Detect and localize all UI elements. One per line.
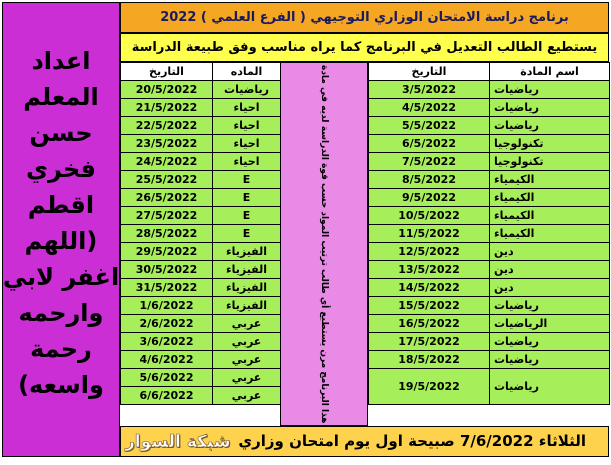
date-cell: 3/6/2022 [121, 333, 213, 351]
table-row [369, 261, 610, 279]
table-row [369, 315, 610, 333]
table-row [369, 99, 610, 117]
date-cell: 24/5/2022 [121, 153, 213, 171]
date-cell: 15/5/2022 [369, 297, 490, 315]
date-cell: 5/5/2022 [369, 117, 490, 135]
date-cell: 21/5/2022 [121, 99, 213, 117]
sidebar-line: رحمة [30, 335, 92, 363]
table-row [369, 243, 610, 261]
date-cell: 29/5/2022 [121, 243, 213, 261]
subject-cell: الفيزياء [213, 279, 281, 297]
schedule-table-second-half [120, 62, 281, 405]
table-row [121, 351, 281, 369]
subject-cell: دين [490, 243, 610, 261]
table-row [121, 207, 281, 225]
table-row [369, 333, 610, 351]
date-cell: 9/5/2022 [369, 189, 490, 207]
date-cell: 19/5/2022 [369, 369, 490, 405]
date-cell: 20/5/2022 [121, 81, 213, 99]
table-row [369, 225, 610, 243]
table-row [369, 153, 610, 171]
sidebar-line: اغفر لابي [2, 263, 120, 291]
table-row [121, 189, 281, 207]
sidebar-line: واسعه) [18, 371, 104, 399]
date-cell: 23/5/2022 [121, 135, 213, 153]
subject-cell: دين [490, 261, 610, 279]
subject-cell: رياضيات [490, 333, 610, 351]
subject-cell: الكيمياء [490, 207, 610, 225]
date-cell: 27/5/2022 [121, 207, 213, 225]
subject-cell: رياضيات [213, 81, 281, 99]
table-row [121, 99, 281, 117]
table-row [369, 81, 610, 99]
subject-column-header: الماده [213, 63, 281, 81]
subject-column-header: اسم المادة [490, 63, 610, 81]
table-row [369, 207, 610, 225]
subject-cell: E [213, 189, 281, 207]
subject-cell: رياضيات [490, 81, 610, 99]
date-cell: 11/5/2022 [369, 225, 490, 243]
subject-cell: رياضيات [490, 351, 610, 369]
table-row [121, 81, 281, 99]
date-column-header: التاريخ [369, 63, 490, 81]
date-cell: 30/5/2022 [121, 261, 213, 279]
subject-cell: الكيمياء [490, 189, 610, 207]
date-cell: 12/5/2022 [369, 243, 490, 261]
table-row [121, 261, 281, 279]
date-cell: 10/5/2022 [369, 207, 490, 225]
date-cell: 18/5/2022 [369, 351, 490, 369]
table-row [121, 135, 281, 153]
note-text: هذا البرنامج مرن يستطيع أي طالب ترتيب المواد حسب قوة الدراسة لديه في مادة [319, 64, 329, 424]
table-row [369, 171, 610, 189]
table-header-row [369, 63, 610, 81]
date-cell: 3/5/2022 [369, 81, 490, 99]
table-row [121, 153, 281, 171]
subject-cell: عربي [213, 333, 281, 351]
subject-cell: احياء [213, 135, 281, 153]
date-cell: 6/5/2022 [369, 135, 490, 153]
subject-cell: دين [490, 279, 610, 297]
table-row [121, 315, 281, 333]
exam-start-note: الثلاثاء 7/6/2022 صبيحة اول يوم امتحان وزاري [238, 432, 586, 450]
subject-cell: احياء [213, 153, 281, 171]
flexibility-note [280, 62, 368, 426]
page-subtitle: يستطيع الطالب التعديل في البرنامج كما يراه مناسب وفق طبيعة الدراسة [120, 33, 609, 62]
date-cell: 2/6/2022 [121, 315, 213, 333]
table-row [121, 225, 281, 243]
table-header-row [121, 63, 281, 81]
table-row [121, 243, 281, 261]
date-cell: 13/5/2022 [369, 261, 490, 279]
sidebar-line: وارحمه [18, 299, 104, 327]
table-row [369, 297, 610, 315]
table-row [121, 171, 281, 189]
sidebar-line: فخري [26, 155, 96, 183]
subject-cell: الرياضيات [490, 315, 610, 333]
date-cell: 31/5/2022 [121, 279, 213, 297]
sidebar-line: اعداد [31, 47, 91, 75]
date-cell: 14/5/2022 [369, 279, 490, 297]
subject-cell: رياضيات [490, 297, 610, 315]
table-row [121, 369, 281, 387]
table-row [369, 135, 610, 153]
brand-logo: شبكة السوار [125, 432, 231, 452]
subject-cell: الفيزياء [213, 261, 281, 279]
table-row [369, 189, 610, 207]
table-row [369, 351, 610, 369]
date-cell: 25/5/2022 [121, 171, 213, 189]
table-row [121, 333, 281, 351]
date-cell: 4/5/2022 [369, 99, 490, 117]
date-cell: 1/6/2022 [121, 297, 213, 315]
subject-cell: رياضيات [490, 117, 610, 135]
table-row [121, 279, 281, 297]
schedule-table-first-half [368, 62, 610, 405]
sidebar-line: حسن [29, 119, 93, 147]
subject-cell: الفيزياء [213, 297, 281, 315]
subject-cell: تكنولوجيا [490, 153, 610, 171]
table-row [121, 297, 281, 315]
date-cell: 5/6/2022 [121, 369, 213, 387]
date-cell: 26/5/2022 [121, 189, 213, 207]
date-cell: 7/5/2022 [369, 153, 490, 171]
subject-cell: الكيمياء [490, 171, 610, 189]
subject-cell: احياء [213, 99, 281, 117]
sidebar-line: اقطم [27, 191, 95, 219]
date-column-header: التاريخ [121, 63, 213, 81]
subject-cell: عربي [213, 351, 281, 369]
subject-cell: رياضيات [490, 99, 610, 117]
subject-cell: عربي [213, 369, 281, 387]
subject-cell: رياضيات [490, 369, 610, 405]
date-cell: 16/5/2022 [369, 315, 490, 333]
subject-cell: الفيزياء [213, 243, 281, 261]
table-row [121, 117, 281, 135]
sidebar-line: المعلم [23, 83, 99, 111]
table-row [369, 117, 610, 135]
page-title: برنامج دراسة الامتحان الوزاري التوجيهي ( الفرع العلمي ) 2022 [120, 2, 609, 33]
subject-cell: E [213, 171, 281, 189]
subject-cell: E [213, 207, 281, 225]
date-cell: 17/5/2022 [369, 333, 490, 351]
date-cell: 22/5/2022 [121, 117, 213, 135]
date-cell: 4/6/2022 [121, 351, 213, 369]
date-cell: 8/5/2022 [369, 171, 490, 189]
author-sidebar [2, 2, 120, 457]
subject-cell: E [213, 225, 281, 243]
subject-cell: تكنولوجيا [490, 135, 610, 153]
table-row [121, 387, 281, 405]
subject-cell: الكيمياء [490, 225, 610, 243]
subject-cell: عربي [213, 315, 281, 333]
footer-bar [120, 426, 609, 457]
date-cell: 6/6/2022 [121, 387, 213, 405]
subject-cell: عربي [213, 387, 281, 405]
table-row [369, 369, 610, 405]
table-row [369, 279, 610, 297]
sidebar-line: (اللهم [24, 227, 98, 255]
date-cell: 28/5/2022 [121, 225, 213, 243]
subject-cell: احياء [213, 117, 281, 135]
